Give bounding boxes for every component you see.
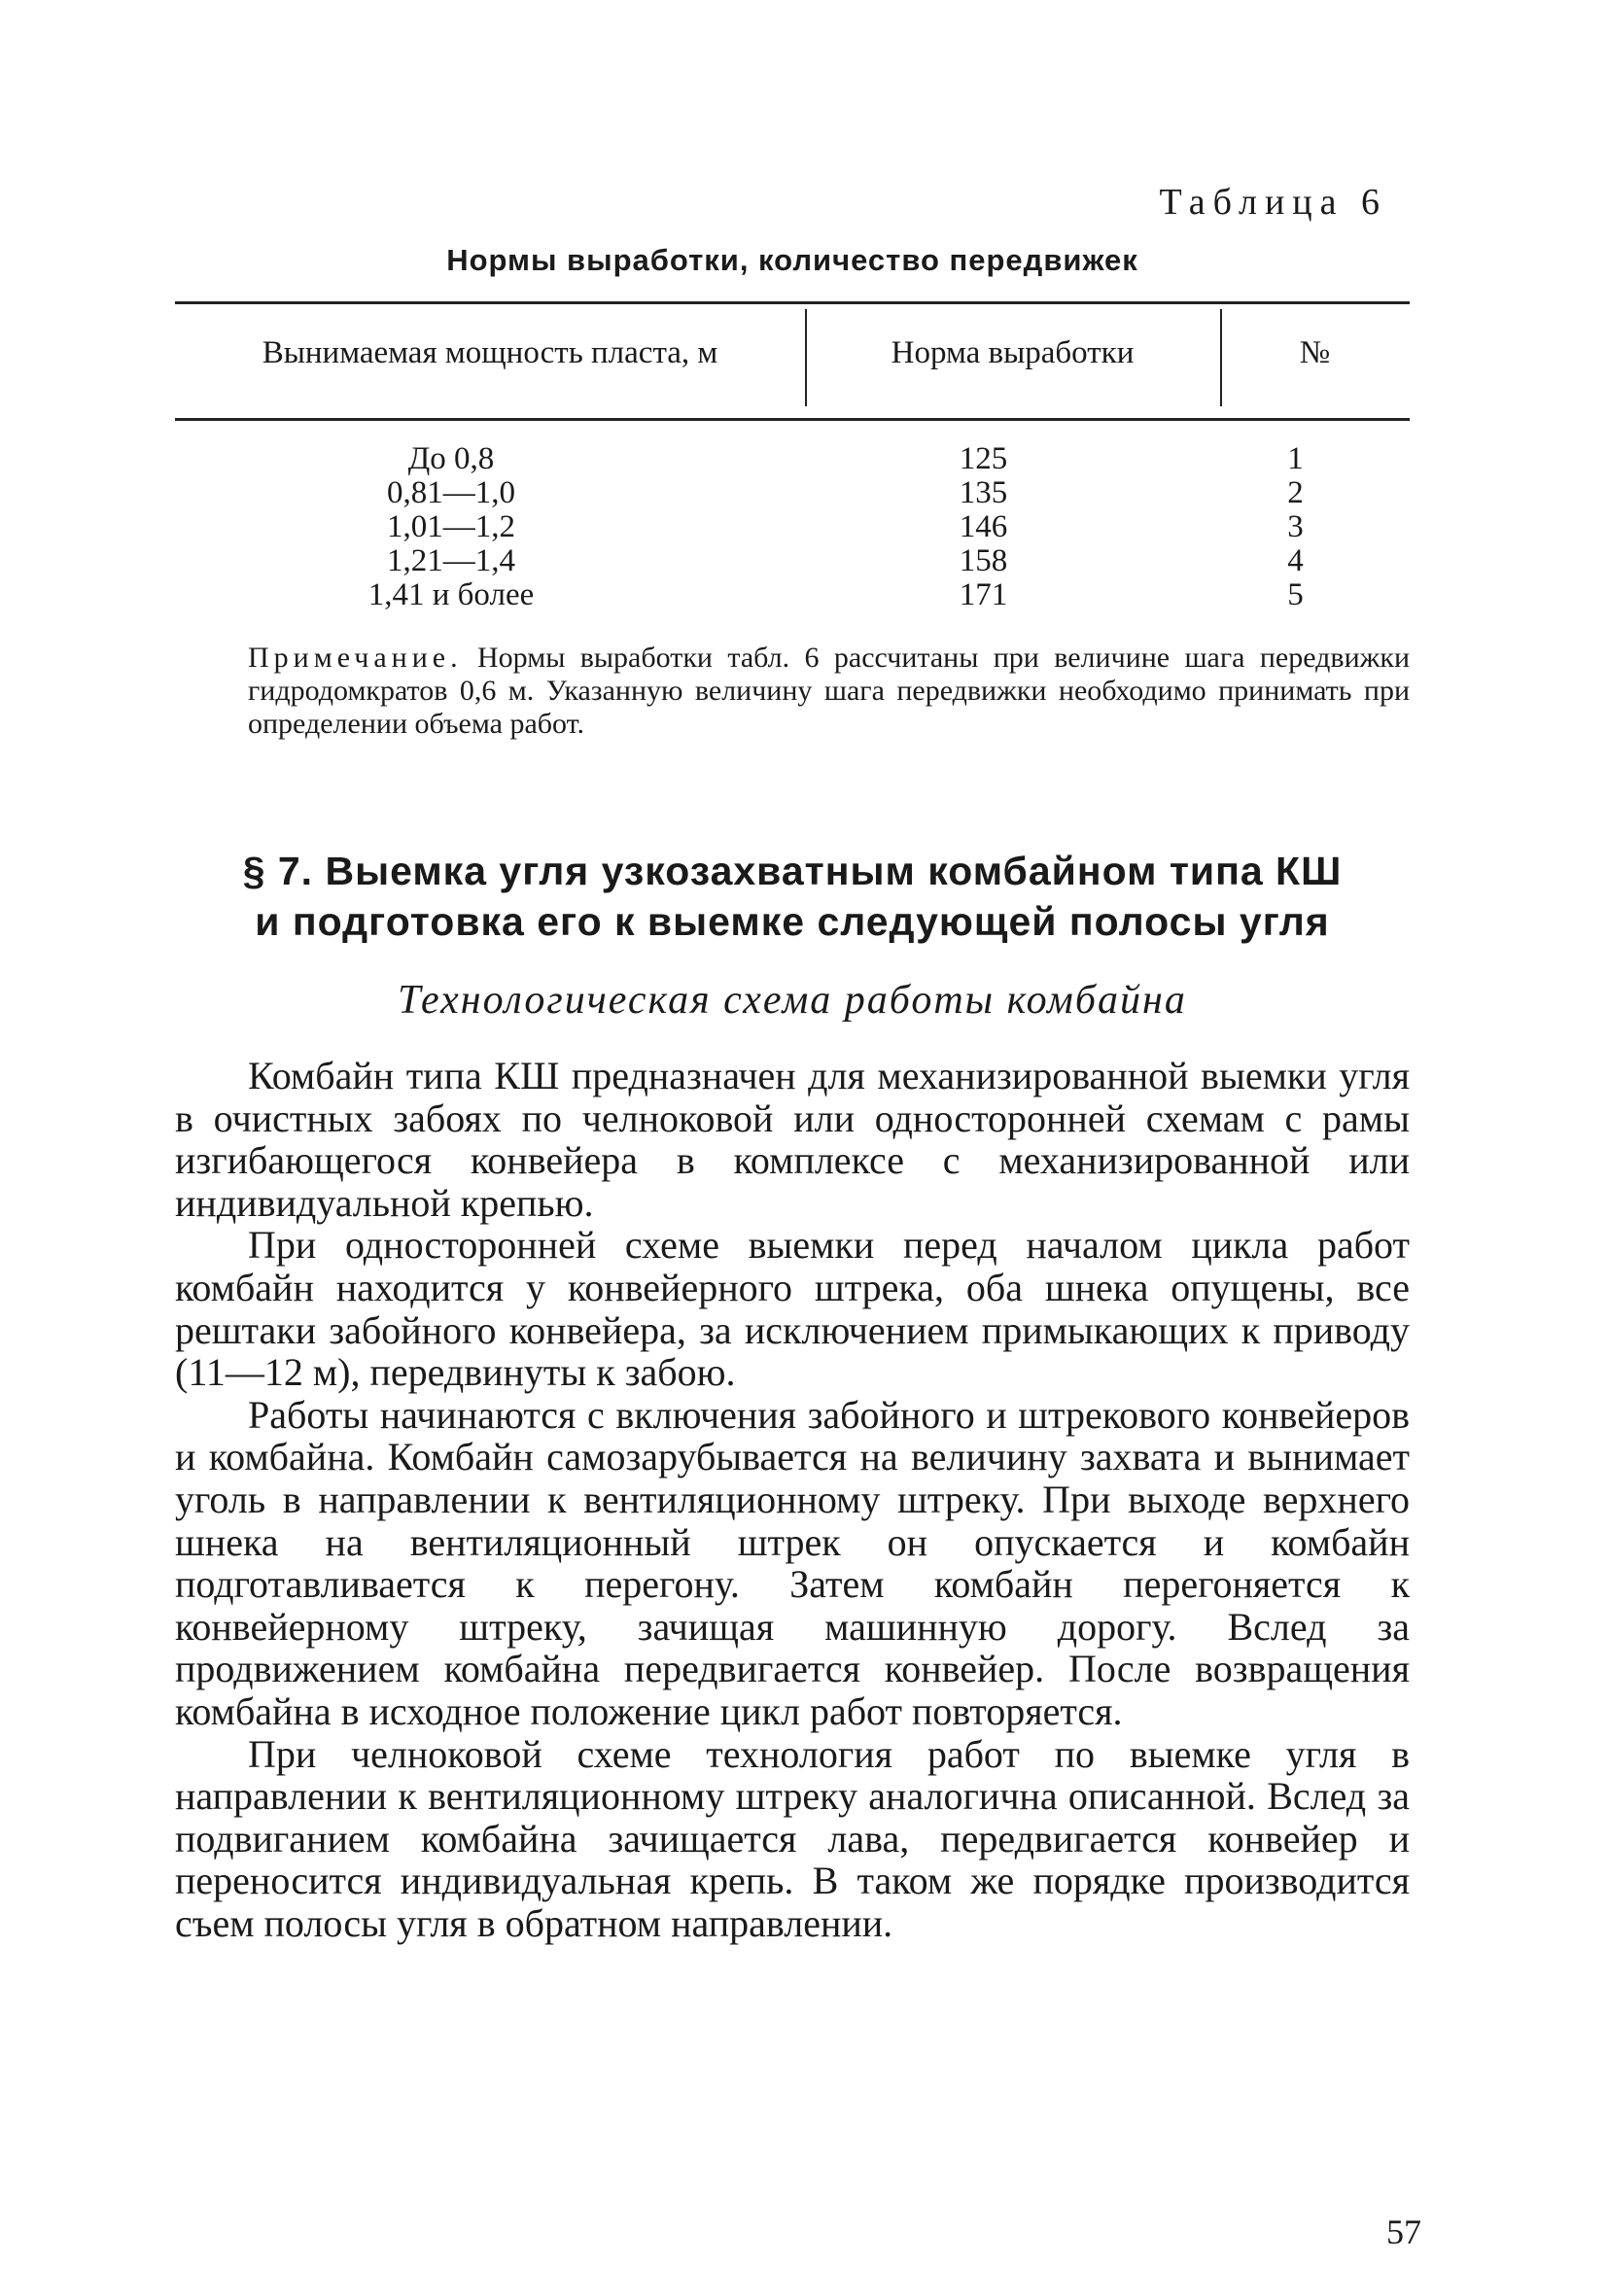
table-row bbox=[175, 510, 1410, 544]
body-text bbox=[175, 1055, 1410, 1944]
table-row bbox=[175, 578, 1410, 612]
table-header-norm: Норма выработки bbox=[891, 335, 1135, 370]
section-heading-line: § 7. Выемка угля узкозахватным комбайном типа КШ bbox=[242, 849, 1343, 893]
table-cell-thickness: 1,41 и более bbox=[367, 577, 535, 612]
table-header-thickness: Вынимаемая мощность пласта, м bbox=[262, 335, 718, 370]
table-label: Таблица 6 bbox=[1159, 182, 1387, 223]
table-row bbox=[175, 476, 1410, 510]
table-row bbox=[175, 442, 1410, 476]
table-cell-thickness: 1,01—1,2 bbox=[387, 509, 515, 544]
note-text: Нормы выработки табл. 6 рассчитаны при величине шага передвижки гидродомкратов 0,6 м. Указанную величину шага передвижки необходимо принимать при определении объема работ. bbox=[248, 642, 1411, 740]
table-cell-norm: 158 bbox=[959, 543, 1008, 578]
body-paragraph: Комбайн типа КШ предназначен для механизированной выемки угля в очистных забоях по челноковой или односторонней схемам с рамы изгибающегося конвейера в комплексе с механизированной или индивидуальной крепью. bbox=[175, 1054, 1410, 1225]
table-body bbox=[175, 442, 1410, 612]
section-heading-line: и подготовка его к выемке следующей полосы угля bbox=[255, 899, 1330, 944]
table-cell-norm: 125 bbox=[959, 441, 1008, 476]
table-top-rule bbox=[175, 301, 1410, 304]
section-heading bbox=[175, 846, 1410, 947]
table-cell-number: 2 bbox=[1287, 475, 1304, 510]
table-cell-number: 3 bbox=[1287, 509, 1304, 544]
table-cell-thickness: До 0,8 bbox=[407, 441, 495, 476]
table-cell-number: 5 bbox=[1287, 577, 1304, 612]
table-row bbox=[175, 544, 1410, 578]
body-paragraph: При челноковой схеме технология работ по выемке угля в направлении к вентиляционному штреку аналогична описанной. Вслед за подвиганием комбайна зачищается лава, передвигается конвейер и переносится индивидуальная крепь. В таком же порядке производится съем полосы угля в обратном направлении. bbox=[175, 1731, 1410, 1945]
table-cell-number: 1 bbox=[1287, 441, 1304, 476]
table-cell-thickness: 1,21—1,4 bbox=[387, 543, 515, 578]
table-cell-norm: 135 bbox=[959, 475, 1008, 510]
table-header-rule bbox=[175, 418, 1410, 421]
table-header-number: № bbox=[1299, 335, 1331, 370]
table-cell-thickness: 0,81—1,0 bbox=[387, 475, 515, 510]
table-cell-norm: 146 bbox=[959, 509, 1008, 544]
section-subheading: Технологическая схема работы комбайна bbox=[398, 978, 1187, 1023]
page-number: 57 bbox=[1386, 2212, 1421, 2251]
table-cell-norm: 171 bbox=[959, 577, 1008, 612]
table-note bbox=[248, 642, 1410, 741]
body-paragraph: Работы начинаются с включения забойного и штрекового конвейеров и комбайна. Комбайн самозарубывается на величину захвата и вынимает уголь в направлении к вентиляционному штреку. При выходе верхнего шнека на вентиляционный штрек он опускается и комбайн подготавливается к перегону. Затем комбайн перегоняется к конвейерному штреку, зачищая машинную дорогу. Вслед за продвижением комбайна передвигается конвейер. После возвращения комбайна в исходное положение цикл работ повторяется. bbox=[175, 1392, 1410, 1733]
body-paragraph: При односторонней схеме выемки перед началом цикла работ комбайн находится у конвейерного штрека, оба шнека опущены, все рештаки забойного конвейера, за исключением примыкающих к приводу (11—12 м), передвинуты к забою. bbox=[175, 1223, 1410, 1395]
note-lead: Примечание. bbox=[248, 642, 463, 674]
table-cell-number: 4 bbox=[1287, 543, 1304, 578]
table-title: Нормы выработки, количество передвижек bbox=[446, 243, 1138, 277]
